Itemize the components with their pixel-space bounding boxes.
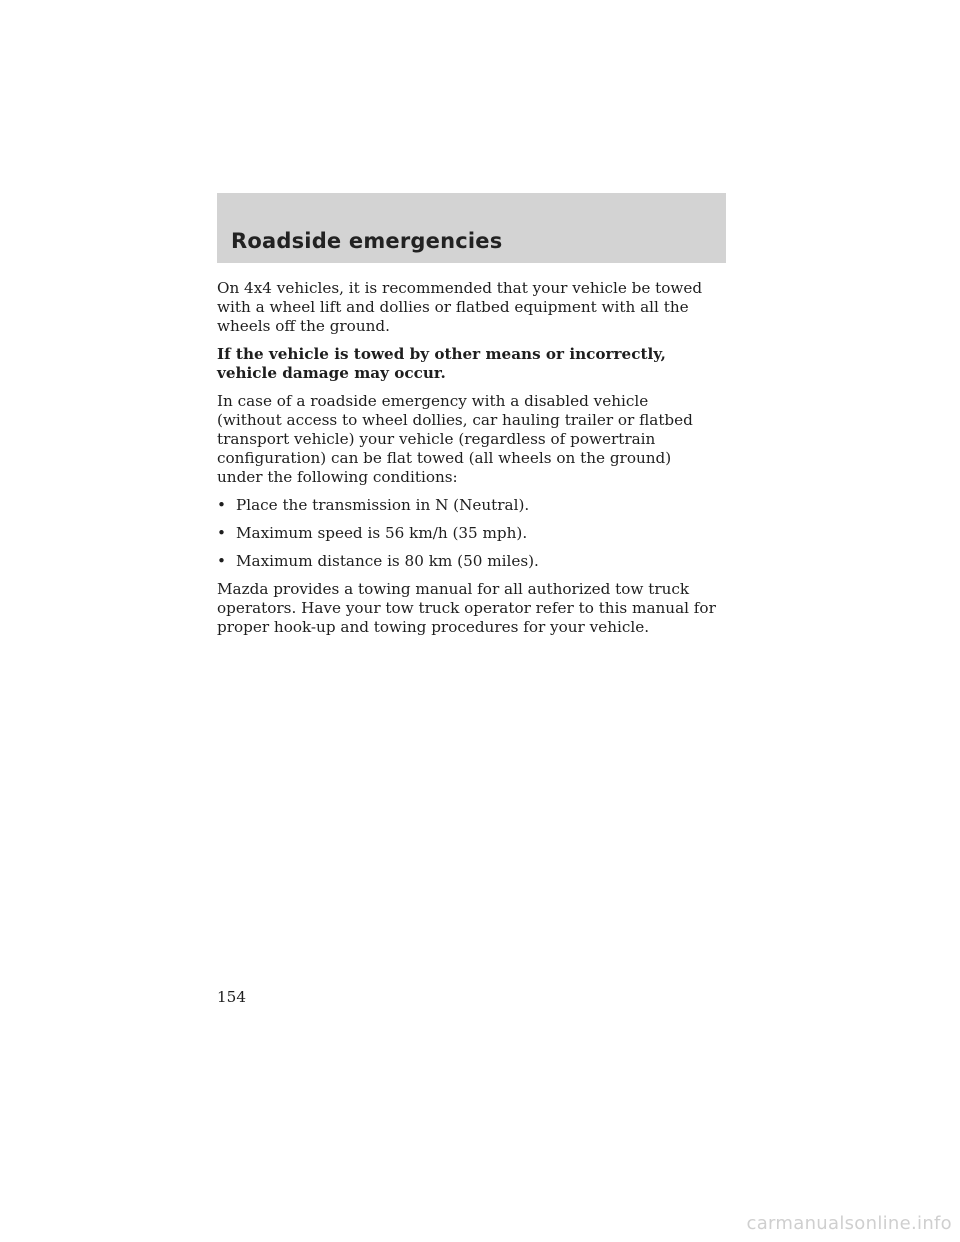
watermark: carmanualsonline.info — [746, 1213, 952, 1234]
section-header-band — [217, 193, 726, 263]
list-item — [217, 496, 717, 515]
list-item-text: Maximum distance is 80 km (50 miles). — [236, 552, 539, 570]
flat-tow-paragraph: In case of a roadside emergency with a disabled vehicle (without access to wheel dollies, car hauling trailer or flatbed transport vehicle) your vehicle (regardless of powertrain configuration) can be flat towed (all wheels on the ground) under the following conditions: — [217, 392, 693, 486]
bullet-icon: • — [217, 552, 226, 570]
list-item — [217, 552, 717, 571]
list-item — [217, 524, 717, 543]
section-title: Roadside emergencies — [231, 229, 503, 253]
page-content — [217, 279, 717, 646]
bullet-icon: • — [217, 524, 226, 542]
page-number: 154 — [217, 988, 246, 1006]
warning-paragraph: If the vehicle is towed by other means or incorrectly, vehicle damage may occur. — [217, 345, 666, 382]
towing-manual-paragraph: Mazda provides a towing manual for all authorized tow truck operators. Have your tow truck operator refer to this manual for proper hook-up and towing procedures for your vehicle. — [217, 580, 716, 636]
conditions-list — [217, 496, 717, 571]
list-item-text: Place the transmission in N (Neutral). — [236, 496, 530, 514]
intro-paragraph: On 4x4 vehicles, it is recommended that your vehicle be towed with a wheel lift and dollies or flatbed equipment with all the wheels off the ground. — [217, 279, 703, 335]
bullet-icon: • — [217, 496, 226, 514]
list-item-text: Maximum speed is 56 km/h (35 mph). — [236, 524, 528, 542]
